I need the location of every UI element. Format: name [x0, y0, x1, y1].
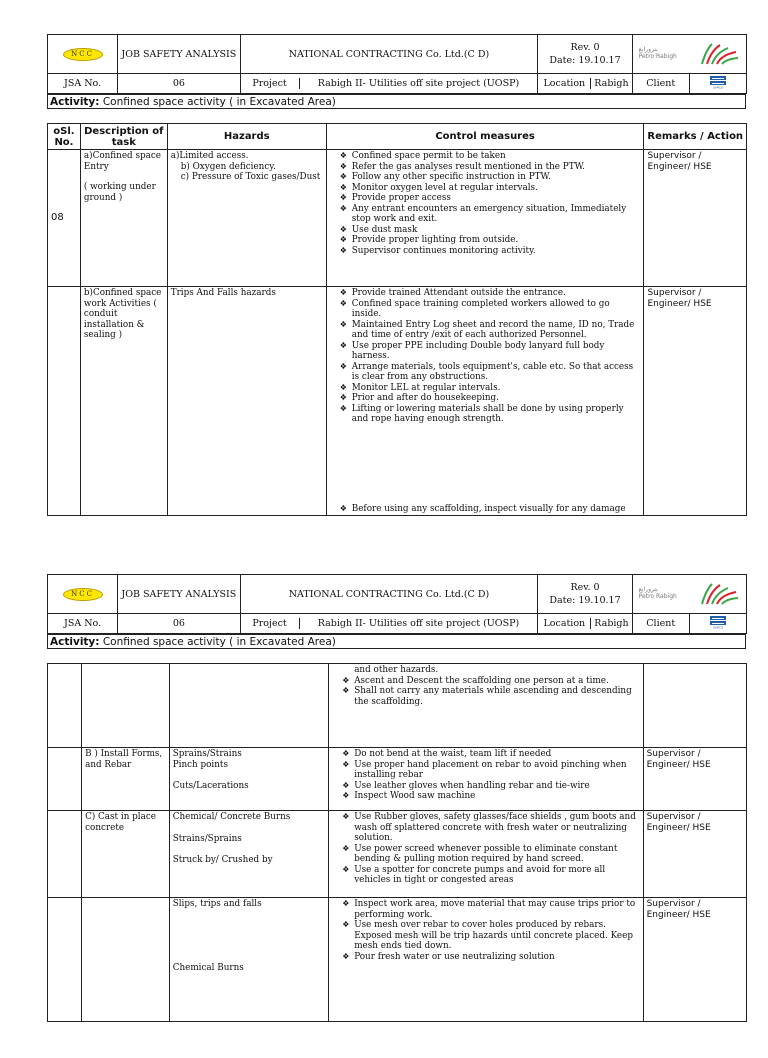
activity-value: Confined space activity ( in Excavated Area): [99, 636, 336, 648]
petro-rabigh-fan-icon: [698, 42, 740, 66]
ncc-logo-cell: [48, 575, 118, 614]
rev-label: Rev. 0: [570, 582, 600, 593]
jsa-label: JSA No.: [48, 74, 118, 94]
description-cell: [82, 898, 170, 1022]
list-item: ❖ Confined space permit to be taken: [330, 151, 641, 162]
page-section-1: [0, 0, 768, 512]
controls-cell: [329, 811, 643, 898]
list-item: ❖ Use leather gloves when handling rebar and tie-wire: [332, 781, 639, 792]
jsa-no: 06: [118, 74, 240, 94]
activity-value: Confined space activity ( in Excavated Area): [99, 96, 336, 108]
date-label: Date: 19.10.17: [549, 595, 621, 606]
project-label: Project: [241, 618, 300, 629]
list-item: ❖ Provide proper access: [330, 193, 641, 204]
company-name: NATIONAL CONTRACTING Co. Ltd.(C D): [240, 35, 538, 74]
list-item: ❖ Monitor oxygen level at regular intervals.: [330, 183, 641, 194]
list-item: ❖ Use proper hand placement on rebar to avoid pinching when installing rebar: [332, 760, 639, 781]
col-description: Description of task: [80, 124, 167, 150]
table-row: [48, 748, 747, 811]
list-item: ❖ Use mesh over rebar to cover holes produced by rebars. Exposed mesh will be trip hazards until concrete placed. Keep mesh ends tied down.: [332, 920, 639, 952]
activity-line: [47, 94, 746, 109]
sl-no-cell: [48, 811, 82, 898]
col-sl-no: oSl. No.: [48, 124, 81, 150]
sl-no-cell: [48, 287, 81, 516]
col-control: Control measures: [326, 124, 644, 150]
jsa-table-page1: [47, 123, 747, 516]
ncc-logo: NCC: [63, 588, 103, 601]
location-value: Rabigh: [594, 618, 629, 629]
hazards-cell: a)Limited access. b) Oxygen deficiency. c) Pressure of Toxic gases/Dust: [167, 150, 326, 287]
list-item: ❖ Monitor LEL at regular intervals.: [330, 383, 641, 394]
doc-type: JOB SAFETY ANALYSIS: [118, 35, 240, 74]
activity-label: Activity:: [50, 636, 100, 648]
list-item: ❖ Provide trained Attendant outside the entrance.: [330, 288, 641, 299]
table-row: [48, 287, 747, 516]
list-item: ❖ Use power screed whenever possible to eliminate constant bending & pulling motion required by hand screed.: [332, 844, 639, 865]
jsa-no: 06: [118, 614, 240, 634]
doc-type: JOB SAFETY ANALYSIS: [118, 575, 240, 614]
company-name: NATIONAL CONTRACTING Co. Ltd.(C D): [240, 575, 538, 614]
location-label: Location: [538, 618, 590, 629]
list-item: ❖ Do not bend at the waist, team lift if needed: [332, 749, 639, 760]
rev-label: Rev. 0: [570, 42, 600, 53]
activity-line: [47, 634, 746, 649]
project-label: Project: [241, 78, 300, 89]
list-item: ❖ Inspect work area, move material that may cause trips prior to performing work.: [332, 899, 639, 920]
list-item: ❖ Prior and after do housekeeping.: [330, 393, 641, 404]
page-section-2: [0, 546, 768, 1058]
table-row: [48, 664, 747, 748]
table-row: [48, 898, 747, 1022]
petro-rabigh-wordmark: بترورابغ Petro Rabigh: [638, 46, 677, 60]
col-remarks: Remarks / Action: [644, 124, 747, 150]
col-hazards: Hazards: [167, 124, 326, 150]
controls-cell: [329, 664, 643, 748]
remarks-cell: Supervisor / Engineer/ HSE: [643, 898, 746, 1022]
list-item: ❖ Inspect Wood saw machine: [332, 791, 639, 802]
description-cell: b)Confined space work Activities ( conduit installation & sealing ): [80, 287, 167, 516]
location-label: Location: [538, 78, 590, 89]
sapco-logo-icon: [709, 75, 727, 89]
list-item: ❖ Use proper PPE including Double body lanyard full body harness.: [330, 341, 641, 362]
jsa-table-page2: [47, 663, 747, 1022]
remarks-cell: Supervisor / Engineer/ HSE: [644, 287, 747, 516]
list-item: and other hazards.: [354, 665, 439, 675]
description-cell: C) Cast in place concrete: [82, 811, 170, 898]
list-item: ❖ Before using any scaffolding, inspect visually for any damage: [330, 504, 641, 515]
hazards-cell: [169, 664, 328, 748]
sl-no-cell: [48, 898, 82, 1022]
document-header: [47, 34, 747, 94]
project-name: Rabigh II- Utilities off site project (UOSP): [317, 78, 520, 89]
sl-no-cell: [48, 748, 82, 811]
petro-rabigh-logo-cell: [632, 575, 746, 614]
hazards-cell: Sprains/Strains Pinch points Cuts/Lacerations: [169, 748, 328, 811]
description-cell: a)Confined space Entry ( working under ground ): [80, 150, 167, 287]
remarks-cell: Supervisor / Engineer/ HSE: [644, 150, 747, 287]
hazards-cell: Chemical/ Concrete Burns Strains/Sprains Struck by/ Crushed by: [169, 811, 328, 898]
list-item: ❖ Follow any other specific instruction in PTW.: [330, 172, 641, 183]
rev-date: [538, 575, 632, 614]
list-item: ❖ Confined space training completed workers allowed to go inside.: [330, 299, 641, 320]
list-item: ❖ Use Rubber gloves, safety glasses/face shields , gum boots and wash off splattered concrete with fresh water or neutralizing solution.: [332, 812, 639, 844]
table-row: [48, 150, 747, 287]
description-cell: [82, 664, 170, 748]
controls-cell: [326, 287, 644, 516]
client-label: Client: [632, 614, 689, 634]
controls-cell: [329, 748, 643, 811]
client-label: Client: [632, 74, 689, 94]
location-value: Rabigh: [594, 78, 629, 89]
list-item: ❖ Supervisor continues monitoring activity.: [330, 246, 641, 257]
description-cell: B ) Install Forms, and Rebar: [82, 748, 170, 811]
svg-text:SAPCO: SAPCO: [712, 85, 724, 89]
sl-no-cell: [48, 664, 82, 748]
list-item: ❖ Lifting or lowering materials shall be done by using properly and rope having enough strength.: [330, 404, 641, 425]
petro-rabigh-wordmark: بترورابغ Petro Rabigh: [638, 586, 677, 600]
sapco-logo-cell: [689, 74, 746, 94]
ncc-logo: NCC: [63, 48, 103, 61]
jsa-label: JSA No.: [48, 614, 118, 634]
document-header: [47, 574, 747, 634]
sapco-logo-cell: [689, 614, 746, 634]
hazards-cell: Trips And Falls hazards: [167, 287, 326, 516]
list-item: ❖ Maintained Entry Log sheet and record the name, ID no, Trade and time of entry /exit of each authorized Personnel.: [330, 320, 641, 341]
sapco-logo-icon: [709, 615, 727, 629]
list-item: ❖ Provide proper lighting from outside.: [330, 235, 641, 246]
list-item: ❖ Arrange materials, tools equipment's, cable etc. So that access is clear from any obstructions.: [330, 362, 641, 383]
project-name: Rabigh II- Utilities off site project (UOSP): [317, 618, 520, 629]
list-item: ❖ Shall not carry any materials while ascending and descending the scaffolding.: [332, 686, 639, 707]
sl-no-cell: 08: [48, 150, 81, 287]
list-item: ❖ Ascent and Descent the scaffolding one person at a time.: [332, 676, 639, 687]
list-item: ❖ Use a spotter for concrete pumps and avoid for more all vehicles in tight or congested areas: [332, 865, 639, 886]
controls-cell: [329, 898, 643, 1022]
petro-rabigh-fan-icon: [698, 582, 740, 606]
rev-date: [538, 35, 632, 74]
hazards-cell: Slips, trips and falls Chemical Burns: [169, 898, 328, 1022]
petro-rabigh-logo-cell: [632, 35, 746, 74]
table-row: [48, 811, 747, 898]
date-label: Date: 19.10.17: [549, 55, 621, 66]
list-item: ❖ Use dust mask: [330, 225, 641, 236]
ncc-logo-cell: [48, 35, 118, 74]
svg-text:SAPCO: SAPCO: [712, 625, 724, 629]
list-item: ❖ Any entrant encounters an emergency situation, Immediately stop work and exit.: [330, 204, 641, 225]
list-item: ❖ Refer the gas analyses result mentioned in the PTW.: [330, 162, 641, 173]
remarks-cell: Supervisor / Engineer/ HSE: [643, 748, 746, 811]
activity-label: Activity:: [50, 96, 100, 108]
list-item: ❖ Pour fresh water or use neutralizing solution: [332, 952, 639, 963]
remarks-cell: Supervisor / Engineer/ HSE: [643, 811, 746, 898]
remarks-cell: [643, 664, 746, 748]
controls-cell: [326, 150, 644, 287]
